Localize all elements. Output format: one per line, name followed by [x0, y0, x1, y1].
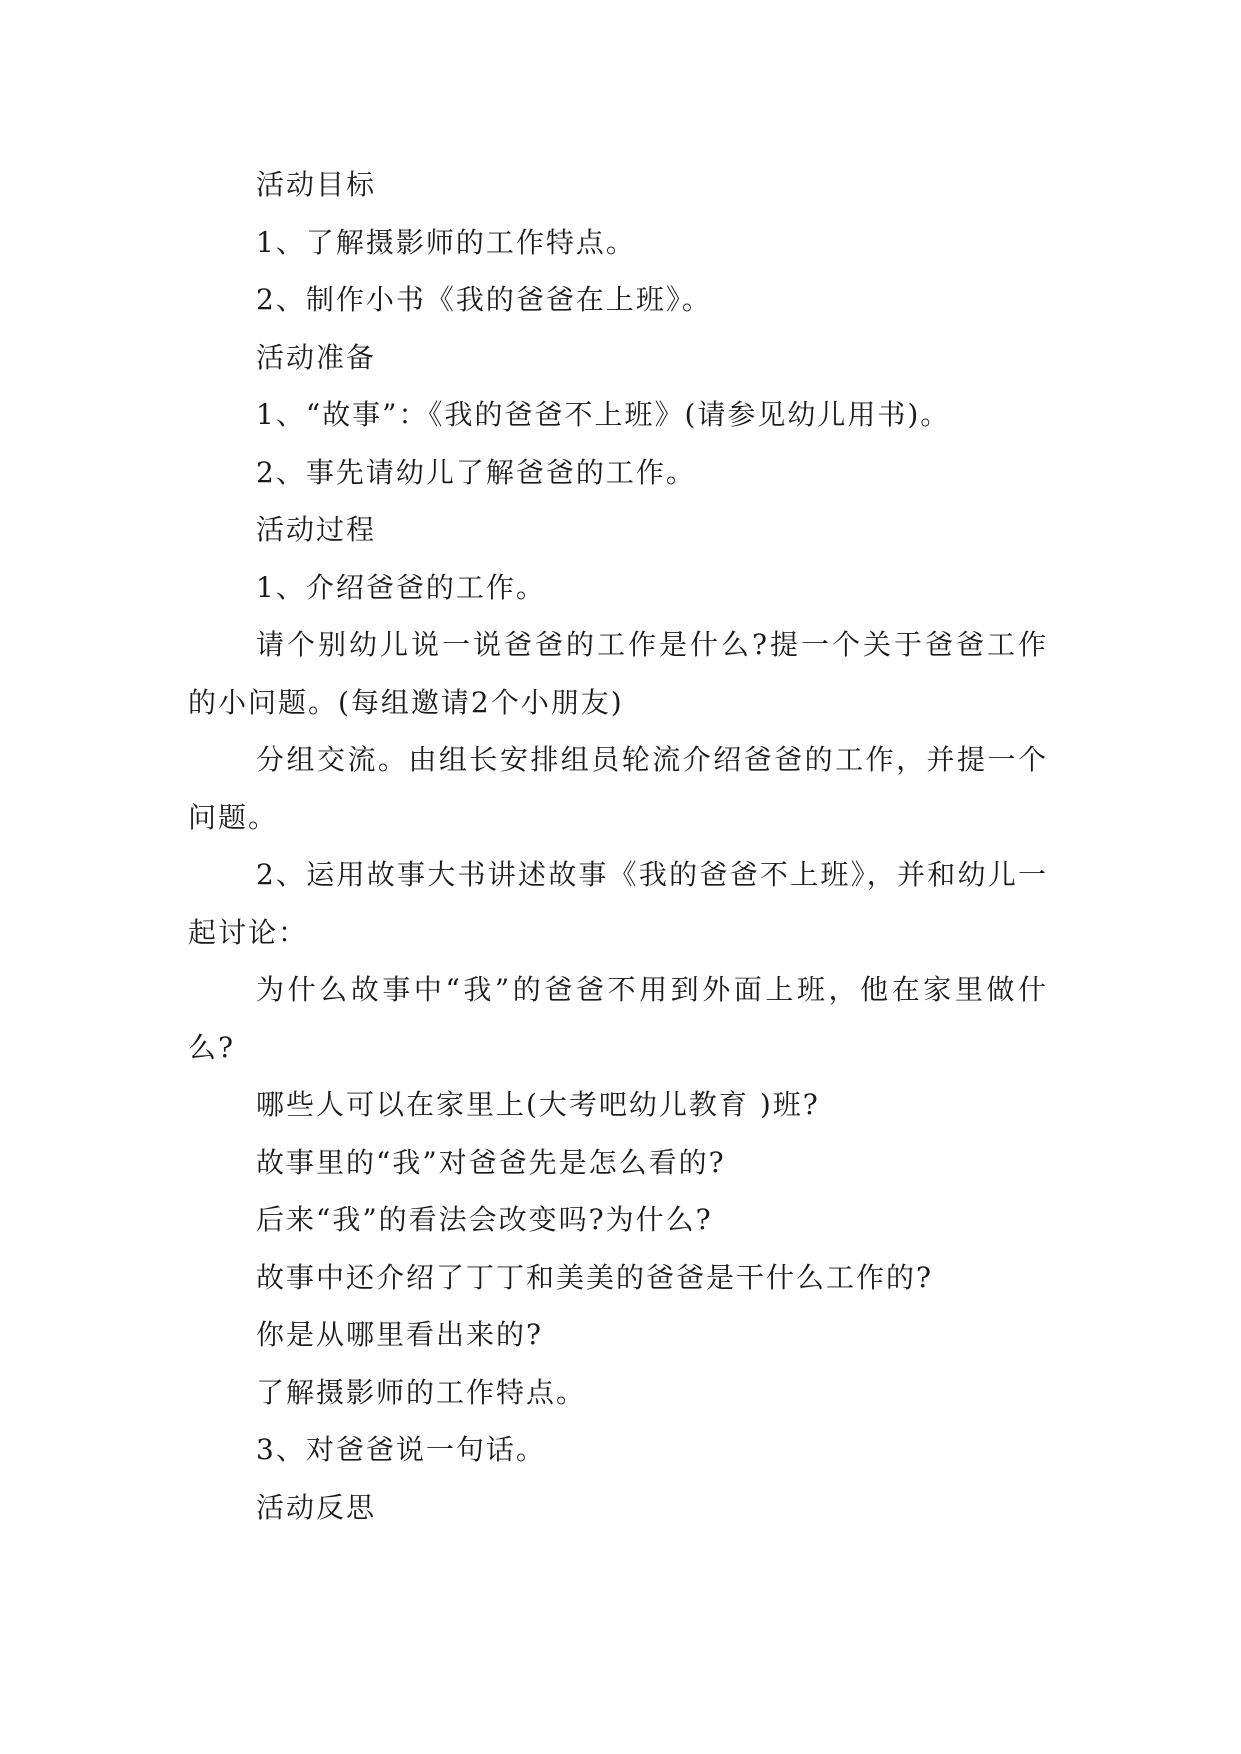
section-heading-preparation: 活动准备: [256, 340, 377, 374]
discussion-question: 故事里的“我”对爸爸先是怎么看的?: [256, 1145, 726, 1179]
process-paragraph: 了解摄影师的工作特点。: [256, 1375, 587, 1409]
discussion-question: 故事中还介绍了丁丁和美美的爸爸是干什么工作的?: [256, 1260, 934, 1294]
process-paragraph: 分组交流。由组长安排组员轮流介绍爸爸的工作，并提一个问题。: [188, 743, 1048, 834]
section-heading-process: 活动过程: [256, 513, 377, 546]
preparation-item-2: 2、事先请幼儿了解爸爸的工作。: [256, 455, 696, 489]
process-step-1: 1、介绍爸爸的工作。: [256, 570, 546, 604]
process-step-3: 3、对爸爸说一句话。: [256, 1433, 546, 1466]
discussion-question: 后来“我”的看法会改变吗?为什么?: [256, 1203, 713, 1236]
discussion-question: 哪些人可以在家里上(大考吧幼儿教育 )班?: [256, 1088, 820, 1121]
discussion-question: 为什么故事中“我”的爸爸不用到外面上班，他在家里做什么?: [188, 973, 1048, 1064]
discussion-question: 你是从哪里看出来的?: [256, 1318, 544, 1351]
goal-item-2: 2、制作小书《我的爸爸在上班》。: [256, 283, 712, 316]
section-heading-reflection: 活动反思: [256, 1490, 377, 1524]
document-body: [188, 156, 1048, 1536]
process-paragraph: 请个别幼儿说一说爸爸的工作是什么?提一个关于爸爸工作的小问题。(每组邀请2个小朋友): [188, 628, 1048, 719]
process-step-2: 2、运用故事大书讲述故事《我的爸爸不上班》，并和幼儿一起讨论：: [188, 858, 1048, 949]
preparation-item-1: 1、“故事”：《我的爸爸不上班》(请参见幼儿用书)。: [256, 398, 951, 431]
section-heading-goals: 活动目标: [256, 168, 377, 201]
goal-item-1: 1、了解摄影师的工作特点。: [256, 225, 636, 259]
